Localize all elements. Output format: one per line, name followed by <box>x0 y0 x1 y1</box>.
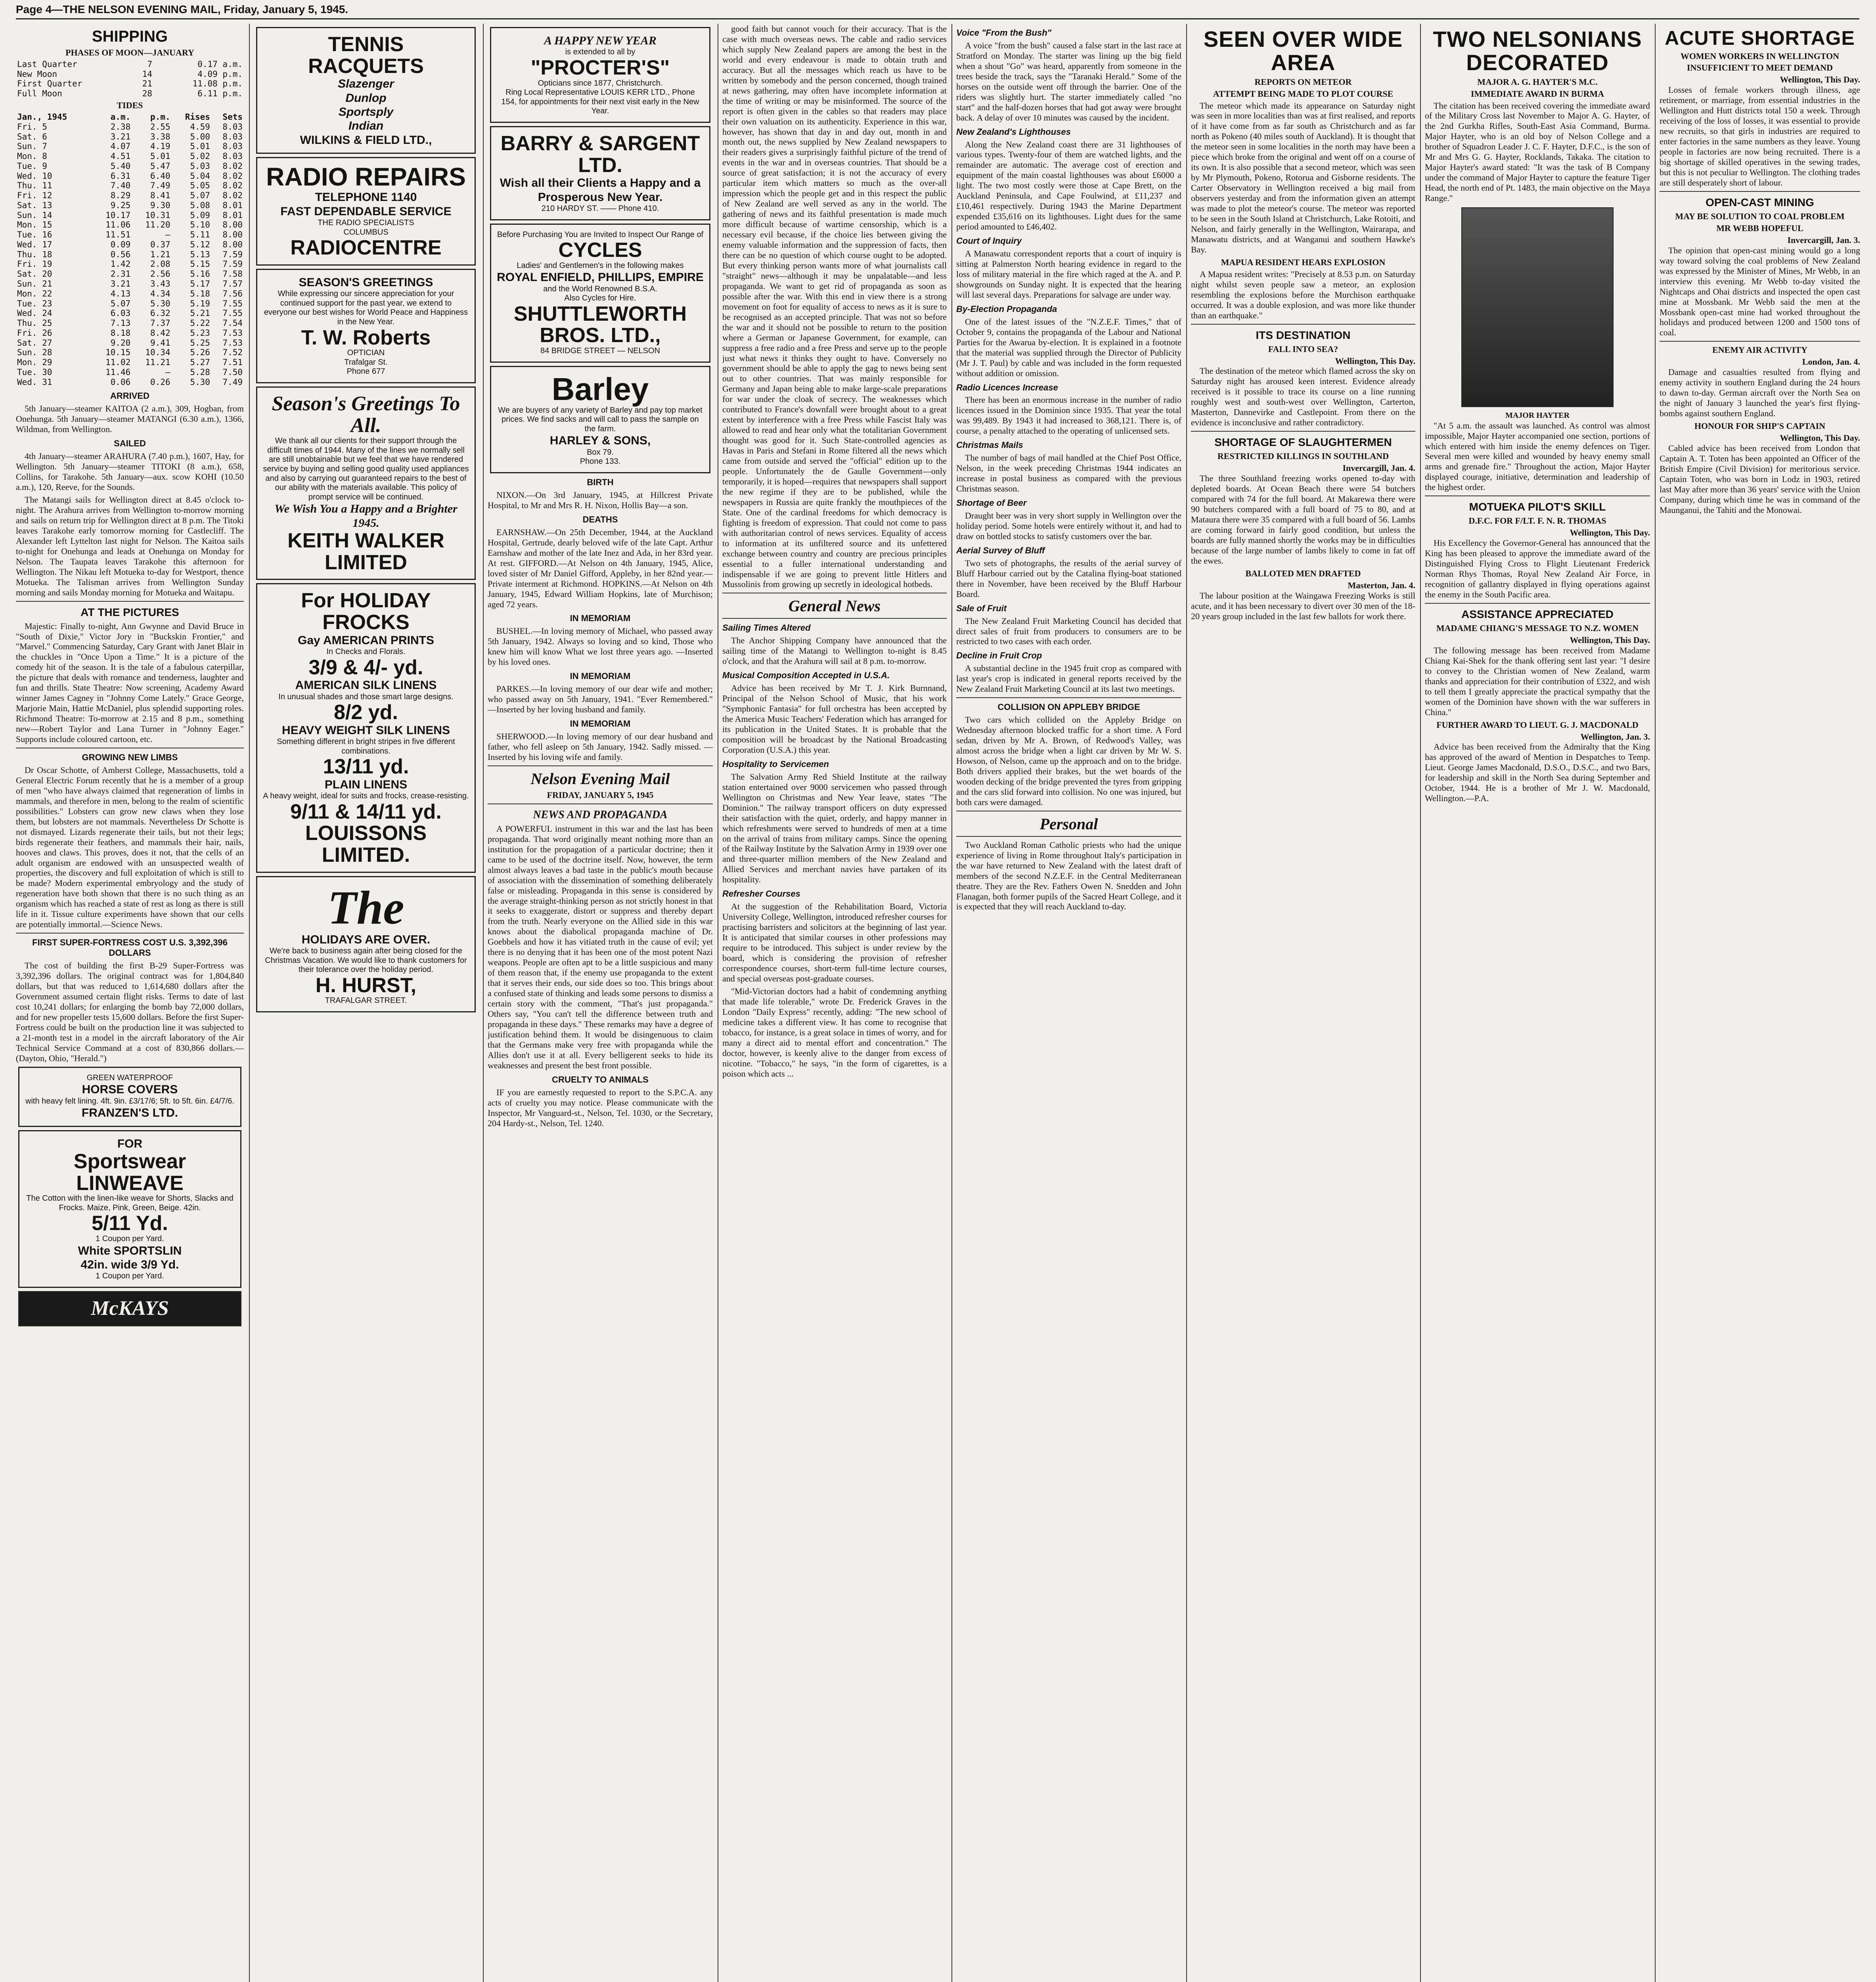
horse-covers-ad <box>18 1067 241 1127</box>
tide-row: Mon. 29 11.02 11.21 5.27 7.51 <box>17 358 243 367</box>
tide-row: Sun. 28 10.15 10.34 5.26 7.52 <box>17 348 243 358</box>
ad-line: BARRY & SARGENT LTD. <box>500 132 700 177</box>
pictures-heading: AT THE PICTURES <box>80 606 179 618</box>
ad-line: Sportswear LINWEAVE <box>73 1150 186 1195</box>
sailed-text: 4th January—steamer ARAHURA (7.40 p.m.), 1607, Hay, for Wellington. 5th January—steamer TITOKI (8 a.m.), 658, Collins, for Tarakohe. 5th January—aux. scow KOHI (10.50 a.m.), 120, Reeve, for the Sounds. <box>16 451 244 492</box>
ad-line: Indian <box>348 119 384 133</box>
ad-line: 210 HARDY ST. —— Phone 410. <box>541 204 659 213</box>
shortage-headline: ACUTE SHORTAGE <box>1665 27 1855 49</box>
ad-line: 5/11 Yd. <box>92 1212 168 1235</box>
ad-line: 1 Coupon per Yard. <box>96 1234 164 1243</box>
ad-line: 8/2 yd. <box>334 701 398 724</box>
barley-ad <box>490 366 710 473</box>
tide-row: Sat. 13 9.25 9.30 5.08 8.01 <box>17 200 243 210</box>
ad-line: Sportsply <box>338 105 394 119</box>
tide-row: Thu. 18 0.56 1.21 5.13 7.59 <box>17 249 243 259</box>
page-masthead: Page 4—THE NELSON EVENING MAIL, Friday, January 5, 1945. <box>16 3 1859 19</box>
cruelty-text: IF you are earnestly requested to report to the S.P.C.A. any acts of cruelty you may notice. Please communicate with the Inspector, Mr Vanguard-st., Nelson, Tel. 1030, or the Secretary, 204 Hardy-st., Nelson, Tel. 1240. <box>488 1087 713 1128</box>
tide-row: Thu. 11 7.40 7.49 5.05 8.02 <box>17 181 243 191</box>
tide-row: Tue. 16 11.51 — 5.11 8.00 <box>17 230 243 240</box>
ad-line: We are buyers of any variety of Barley and pay top market prices. We find sacks and will call to pass the sample on the farm. <box>498 406 703 433</box>
ad-line: TENNIS <box>328 33 404 56</box>
news-item-text: One of the latest issues of the "N.Z.E.F. Times," that of October 9, contains the propaganda of the Labour and National Parties for the Awarua by-election. It is explained in a footnote that the material was supplied through the Director of Publicity (Mr J. T. Paul) by cable and was included in the form requested without addition or omission. <box>956 316 1181 378</box>
decorated-headline: TWO NELSONIANS DECORATED <box>1433 27 1642 75</box>
ad-line: "PROCTER'S" <box>530 56 670 79</box>
ad-line: TELEPHONE 1140 <box>315 191 417 204</box>
news-item-heading: Court of Inquiry <box>956 236 1022 246</box>
assistance-text: The following message has been received from Madame Chiang Kai-Shek for the thank offering sent last year: "I desire to convey to the Christian women of New Zealand, warm thanks and appreciation for their contribution of £322, and wish to tell them I greatly appreciate the practical sympathy that the women of the Dominion have shown with the war sufferers in China." <box>1425 645 1650 717</box>
ad-line: Before Purchasing You are Invited to Inspect Our Range of <box>497 230 704 239</box>
ad-line: Phone 677 <box>346 367 385 376</box>
tide-row: Fri. 5 2.38 2.55 4.59 8.03 <box>17 122 243 132</box>
ad-line: HOLIDAYS ARE OVER. <box>301 933 431 946</box>
fortress-heading: FIRST SUPER-FORTRESS COST U.S. 3,392,396 DOLLARS <box>32 937 228 958</box>
ad-line: FOR <box>117 1137 143 1150</box>
tide-row: Fri. 26 8.18 8.42 5.23 7.53 <box>17 328 243 338</box>
ad-line: is extended to all by <box>565 48 636 57</box>
dateline: Wellington, This Day. <box>1780 75 1860 85</box>
moon-row: First Quarter 21 11.08 p.m. <box>17 79 243 89</box>
keith-walker-ad <box>256 386 476 580</box>
tide-row: Thu. 25 7.13 7.37 5.22 7.54 <box>17 318 243 328</box>
news-item-heading: Aerial Survey of Bluff <box>956 545 1045 555</box>
moon-table <box>16 59 244 99</box>
news-item-text: Draught beer was in very short supply in Wellington over the holiday period. Some hotels were entirely without it, and had to draw on bottled stocks to satisfy customers over the bar. <box>956 510 1181 541</box>
destination-subhead: FALL INTO SEA? <box>1268 344 1338 354</box>
opencast-text: The opinion that open-cast mining would go a long way toward solving the coal problems of New Zealand was expressed by the Minister of Mines, Mr Webb, in an interview this evening. Mr Webb to-day visited the Nightcaps and Ohai districts and inspected the open cast mine at Mossbank. Mr Webb said the men at the Mossbank open-cast mine had worked throughout the holidays and produced between 1200 and 1500 tons of coal. <box>1660 245 1860 338</box>
ad-line: Phone 133. <box>580 457 621 466</box>
hurst-ad <box>256 876 476 1012</box>
news-item-text: Along the New Zealand coast there are 31 lighthouses of various types. Twenty-four of them are watched lights, and the remainder are automatic. The average cost of erection and equipment of the main coastal lighthouses was about £6000 a light. The two most costly were those at Cape Brett, on the Auckland Peninsula, and Cape Foulwind, at £11,237 and £10,461 respectively. During 1943 the Marine Department expended £35,616 on its lighthouses. Light dues for the same period amounted to £46,402. <box>956 139 1181 232</box>
ad-line: Opticians since 1877, Christchurch. <box>538 78 663 88</box>
motueka-text: His Excellency the Governor-General has announced that the King has been pleased to approve the immediate award of the Distinguished Flying Cross to Flight Lieutenant Frederick Norman Rhys Thomas, Royal New Zealand Air Force, in recognition of gallantry displayed in flying operations against the enemy in the South Pacific area. <box>1425 538 1650 599</box>
news-item-text: A Manawatu correspondent reports that a court of inquiry is sitting at Palmerston North hearing evidence in regard to the loss of military material in the fire which raged at the A. and P. showgrounds on Sunday night. It is expected that the hearing will last several days. Preparations for salvage are under way. <box>956 249 1181 300</box>
shortage-subhead: WOMEN WORKERS IN WELLINGTON <box>1680 51 1840 61</box>
ad-line: with heavy felt lining. 4ft. 9in. £3/17/6; 5ft. to 5ft. 6in. £4/7/6. <box>25 1096 234 1106</box>
ad-line: 9/11 & 14/11 yd. <box>290 800 442 823</box>
procters-ad <box>490 27 710 123</box>
column-ads-left <box>254 24 478 1982</box>
memoriam-heading: IN MEMORIAM <box>570 613 631 624</box>
ad-line: PLAIN LINENS <box>324 778 408 791</box>
dateline: Wellington, This Day. <box>1570 635 1650 645</box>
tide-row: Sat. 6 3.21 3.38 5.00 8.03 <box>17 132 243 142</box>
news-item-heading: Musical Composition Accepted in U.S.A. <box>722 670 890 681</box>
column-rule <box>1655 24 1656 1982</box>
editorial-heading: NEWS AND PROPAGANDA <box>533 808 668 821</box>
memoriam-text: PARKES.—In loving memory of our dear wife and mother; who passed away on 5th January, 1941. "Ever Remembered." —Inserted by her loving husband and family. <box>488 684 713 715</box>
ad-line: The <box>327 881 404 934</box>
editorial-text: A POWERFUL instrument in this war and the last has been propaganda. That word originally meant nothing more than an institution for the propagation of a particular doctrine; then it came to be used of the doctrine itself. Now, however, the term almost always leaves a bad taste in the public's mouth because of association with the dissemination of something deliberately false or misleading. Propaganda in this sense is considered by the average straight-thinking person as not strictly honest in that it seeks to exaggerate, distort or suppress and thereby depart from the truth. Nearly everyone on the Allied side in this war knows about the diabolical propaganda machine of Dr. Goebbels and how it has vitiated truth in the cause of evil; yet there is no denying that it has been one of the most potent Nazi weapons. People are often apt to be a little suspicious and many of them reason that, if the enemy use propaganda to the extent that it serves their ends, our side does so too. This brings about a confused state of thinking and leads some persons to dismiss a certain story with the comment, "That's just propaganda." Others say, "You can't tell the difference between truth and propaganda in these days." These remarks may have a degree of justification behind them. It would be disingenuous to claim that the Germans make very free with propaganda while the Allies don't use it at all. Every belligerent seeks to hide its weaknesses and present the best front possible. <box>488 823 713 1070</box>
moon-row: New Moon 14 4.09 p.m. <box>17 69 243 79</box>
meteor-subhead: ATTEMPT BEING MADE TO PLOT COURSE <box>1213 88 1394 99</box>
column-meteor <box>1191 24 1415 1982</box>
ad-line: THE RADIO SPECIALISTS <box>318 218 414 228</box>
opencast-heading: OPEN-CAST MINING <box>1706 196 1814 209</box>
fortress-text: The cost of building the first B-29 Super-Fortress was 3,392,396 dollars. The original contract was for 1,804,840 dollars, but that was reduced to 1,614,680 dollars after the Government assumed certain flight risks. Terms to date of last cost 10,241 dollars; for enlarging the bomb bay 72,000 dollars, and for new propeller tests 15,600 dollars. Before the first Super-Fortress could be built on the production line it was subjected to a 21-month test in a model in the aircraft laboratory of the Air Technical Service Command at a cost of 830,866 dollars.—(Dayton, Ohio, "Herald.") <box>16 960 244 1063</box>
birth-text: NIXON.—On 3rd January, 1945, at Hillcrest Private Hospital, to Mr and Mrs R. H. Nixon, Hollis Bay—a son. <box>488 490 713 510</box>
news-item-text: The number of bags of mail handled at the Chief Post Office, Nelson, in the week preceding Christmas 1944 indicates an increase in postal business as compared with the previous Christmas season. <box>956 453 1181 494</box>
ad-line: HEAVY WEIGHT SILK LINENS <box>282 723 450 737</box>
tide-row: Sat. 27 9.20 9.41 5.25 7.53 <box>17 338 243 348</box>
ad-line: 42in. wide 3/9 Yd. <box>80 1258 179 1271</box>
ad-line: WILKINS & FIELD LTD., <box>300 133 432 147</box>
ad-line: 84 BRIDGE STREET — NELSON <box>540 346 660 356</box>
moon-heading: PHASES OF MOON—JANUARY <box>65 48 194 57</box>
news-item-text: There has been an enormous increase in the number of radio licences issued in the Dominion since 1935. That year the total was 99,489. By 1943 it had increased to 368,121. There is, of course, a penalty attached to the operating of unlicensed sets. <box>956 395 1181 436</box>
decorated-subhead: MAJOR A. G. HAYTER'S M.C. <box>1477 77 1598 87</box>
news-item-heading: Sailing Times Altered <box>722 623 811 633</box>
ad-line: FRANZEN'S LTD. <box>81 1106 178 1120</box>
ad-line: FAST DEPENDABLE SERVICE <box>280 205 452 218</box>
ad-line: Ring Local Representative LOUIS KERR LTD., Phone 154, for appointments for their next visit early in the New Year. <box>501 88 699 116</box>
meteor-subhead: REPORTS ON METEOR <box>1254 77 1352 87</box>
shortage-text: Losses of female workers through illness, age retirement, or marriage, from essential industries in the Wellington and Hutt districts total 150 a week. Through receiving of the loss of losses, it was essential to provide new recruits, so that girls in industries are required to enter factories in the same numbers as they leave. Young people in factories are now being recruited. There is a big shortage of skilled operatives in the sewing trades, but this is not peculiar to Wellington. The clothing trades are still desperately short of labour. <box>1660 85 1860 187</box>
nameplate: Nelson Evening Mail <box>530 769 670 788</box>
ad-line: Ladies' and Gentlemen's in the following makes <box>517 261 684 270</box>
mckays-logo: McKAYS <box>91 1297 169 1320</box>
mckays-ad <box>18 1291 241 1326</box>
ad-line: We Wish You a Happy and a Brighter 1945. <box>274 502 458 530</box>
ad-line: 1 Coupon per Yard. <box>96 1272 164 1281</box>
news-item-heading: Refresher Courses <box>722 889 800 899</box>
ad-line: In Checks and Florals. <box>326 647 406 656</box>
column-notices <box>488 24 713 1982</box>
motueka-subhead: D.F.C. FOR F/LT. F. N. R. THOMAS <box>1468 516 1606 526</box>
tide-row: Wed. 10 6.31 6.40 5.04 8.02 <box>17 171 243 181</box>
opencast-subhead: MAY BE SOLUTION TO COAL PROBLEM <box>1675 211 1845 221</box>
ad-line: ROYAL ENFIELD, PHILLIPS, EMPIRE <box>497 271 704 284</box>
enemy-air-text: Damage and casualties resulted from flying and enemy activity in southern England during the 24 hours to dawn to-day. German aircraft over the North Sea on the night of January 3 launched the year's first flying-bombs against southern England. <box>1660 367 1860 419</box>
ad-line: LOUISSONS LIMITED. <box>305 822 427 867</box>
sailed-heading: SAILED <box>114 438 146 449</box>
moon-row: Full Moon 28 6.11 p.m. <box>17 89 243 99</box>
column-shortage <box>1660 24 1860 1982</box>
dateline: Masterton, Jan. 4. <box>1348 580 1415 590</box>
ad-line: We're back to business again after being closed for the Christmas Vacation. We would like to thank customers for their tolerance over the holiday period. <box>265 947 467 974</box>
ad-line: The Cotton with the linen-like weave for Shorts, Slacks and Frocks. Maize, Pink, Green, Beige. 42in. <box>26 1194 234 1212</box>
news-item-heading: Voice "From the Bush" <box>956 28 1052 38</box>
ad-line: A heavy weight, ideal for suits and frocks, crease-resisting. <box>263 792 469 801</box>
news-item-heading: Radio Licences Increase <box>956 382 1058 392</box>
personal-heading: Personal <box>1039 815 1098 833</box>
tide-row: Sun. 7 4.07 4.19 5.01 8.03 <box>17 142 243 151</box>
news-item-heading: Christmas Mails <box>956 440 1023 450</box>
collision-text: Two cars which collided on the Appleby Bridge on Wednesday afternoon blocked traffic for a short time. A Ford sedan, driven by Mr A. Brown, of Redwood's Valley, was almost across the bridge when a light car driven by Mr W. S. Howson, of Nelson, came up the approach and on to the bridge. Both drivers applied their brakes, but the wet boards of the wooden decking of the bridge prevented the tyres from gripping and the cars slid forward into collision. No one was injured, but both cars were damaged. <box>956 715 1181 807</box>
ad-line: TRAFALGAR STREET. <box>325 996 407 1005</box>
news-item-text: The New Zealand Fruit Marketing Council has decided that direct sales of fruit from producers to consumers are to be restricted to two cases with each order. <box>956 616 1181 647</box>
news-item-text: At the suggestion of the Rehabilitation Board, Victoria University College, Wellington, introduced refresher courses for practising barristers and solicitors at the beginning of last year. It is anticipated that similar courses in other professions may require to be introduced. This subject is under review by the board, which is considering the provision of refresher correspondence courses, short-term full-time lecture courses, and special overseas post-graduate courses. <box>722 901 947 983</box>
ad-line: Also Cycles for Hire. <box>564 294 636 303</box>
ad-line: GREEN WATERPROOF <box>86 1073 173 1082</box>
column-rule <box>951 24 952 1982</box>
news-item-heading: Sale of Fruit <box>956 603 1007 613</box>
arrived-text: 5th January—steamer KAITOA (2 a.m.), 309, Hogban, from Onehunga. 5th January—steamer MATANGI (6.30 a.m.), 1366, Wildman, from Wellington. <box>16 404 244 434</box>
ad-line: A HAPPY NEW YEAR <box>544 34 657 47</box>
enemy-air-heading: ENEMY AIR ACTIVITY <box>1712 345 1807 355</box>
dateline: Invercargill, Jan. 4. <box>1342 463 1415 473</box>
ad-line: Dunlop <box>345 91 387 105</box>
ad-line: In unusual shades and those smart large designs. <box>278 692 454 701</box>
memoriam-heading: IN MEMORIAM <box>570 671 631 681</box>
tide-row: Fri. 12 8.29 8.41 5.07 8.02 <box>17 191 243 201</box>
balloted-text: The labour position at the Waingawa Freezing Works is still acute, and it has been necessary to divert over 30 men of the 18-20 years group included in the last few ballots for work there. <box>1191 590 1415 621</box>
tide-row: Wed. 17 0.09 0.37 5.12 8.00 <box>17 239 243 249</box>
shipping-notes: The Matangi sails for Wellington direct at 8.45 o'clock to-night. The Arahura arrives from Wellington to-morrow morning and sails on return trip for Wellington direct at 8 p.m. The Titoki leaves Tarakohe early tomorrow morning for Castlecliff. The Alexander left Lyttelton last night for Nelson. The Kaitoa sails to-night for Onehunga and leads at Onehunga on Monday for Nelson. The Taupata leaves Tarakohe this afternoon for Wellington. The Nikau left Motueka to-day for Westport, thence Motueka. The Talisman arrives from Wellington Sunday morning and sails Monday morning for Motueka and Waitapu. <box>16 494 244 597</box>
news-item-text: A substantial decline in the 1945 fruit crop as compared with last year's crop is indicated in general reports received by the New Zealand Fruit Marketing Council at its last two meetings. <box>956 663 1181 694</box>
column-rule <box>483 24 484 1982</box>
tide-row: Tue. 30 11.46 — 5.28 7.50 <box>17 367 243 377</box>
ad-line: While expressing our sincere appreciation for your continued support for the past year, we extend to everyone our best wishes for World Peace and Happiness in the New Year. <box>264 289 468 327</box>
destination-heading: ITS DESTINATION <box>1256 329 1351 341</box>
ad-line: 13/11 yd. <box>323 755 409 779</box>
tide-row: Sat. 20 2.31 2.56 5.16 7.58 <box>17 269 243 279</box>
birth-heading: BIRTH <box>587 477 614 488</box>
ad-line: RACQUETS <box>308 54 424 78</box>
tide-row: Sun. 21 3.21 3.43 5.17 7.57 <box>17 279 243 289</box>
memoriam-text: SHERWOOD.—In loving memory of our dear husband and father, who fell asleep on 5th January, 1942. Sadly missed. —Inserted by his loving wife and family. <box>488 731 713 762</box>
ad-line: For HOLIDAY FROCKS <box>301 589 431 634</box>
honour-heading: HONOUR FOR SHIP'S CAPTAIN <box>1694 421 1826 431</box>
mapua-subhead: MAPUA RESIDENT HEARS EXPLOSION <box>1221 257 1386 267</box>
ad-line: Something different in bright stripes in five different combinations. <box>277 737 455 756</box>
ad-line: HORSE COVERS <box>82 1083 178 1096</box>
slaughtermen-text: The three Southland freezing works opened to-day with depleted boards. At Ocean Beach there were 54 butchers compared with 74 for the full board. At Makarewa there were 90 butchers compared with a full board of 75 to 80, and at Mataura there were 35 compared with a full board of 56. Lambs are coming forward in fairly good condition, but unless the boards are fully manned shortly the works may be in difficulties because of the large number of lambs likely to come in fat off the ewes. <box>1191 473 1415 566</box>
news-item-heading: Decline in Fruit Crop <box>956 650 1042 661</box>
hayter-text-2: "At 5 a.m. the assault was launched. As control was almost impossible, Major Hayter accompanied one section, portions of which entered with him inside the enemy defences on Tiger. Several men were killed and wounded by heavy enemy small arms and grenade fire." Throughout the action, Major Hayter displayed courage, initiative, determination and leadership of the highest order. <box>1425 420 1650 492</box>
ad-line: White SPORTSLIN <box>78 1244 182 1257</box>
moon-row: Last Quarter 7 0.17 a.m. <box>17 59 243 69</box>
column-general-news <box>956 24 1181 1982</box>
shortage-subhead: INSUFFICIENT TO MEET DEMAND <box>1686 63 1833 73</box>
assistance-subhead: MADAME CHIANG'S MESSAGE TO N.Z. WOMEN <box>1436 623 1639 633</box>
hayter-text: The citation has been received covering the immediate award of the Military Cross last November to Major A. G. Hayter, of the 2nd Gurkha Rifles, South-East Asia Command, Burma. Major Hayter, who is an old boy of Nelson College and a brother of Squadron Leader J. C. F. Hayter, D.F.C., is the son of Mr and Mrs G. G. Hayter, Rocklands, Takaka. The citation to Major Hayter's award stated: "It was the task of B Company under the command of Major Hayter to capture the feature Tiger Head, the north end of Pt. 1483, the main objective on the Maya Range." <box>1425 100 1650 203</box>
ad-line: OPTICIAN <box>347 348 385 358</box>
tide-row: Tue. 9 5.40 5.47 5.03 8.02 <box>17 161 243 171</box>
column-shipping <box>16 24 244 1982</box>
news-item-heading: Shortage of Beer <box>956 498 1027 508</box>
slaughtermen-heading: SHORTAGE OF SLAUGHTERMEN <box>1214 436 1392 449</box>
slaughtermen-subhead: RESTRICTED KILLINGS IN SOUTHLAND <box>1217 451 1389 461</box>
pictures-text: Majestic: Finally to-night, Ann Gwynne and David Bruce in "South of Dixie," Victor Jory in "Buckskin Frontier," and "Marvel." Commencing Saturday, Cary Grant with Janet Blair in the chuckles in "Once Upon a Time." It is a picture of the comedy hit of the season. It is the tale of a fabulous caterpillar, the picture that deals with romance and tenderness, laughter and fun and thrills. State Theatre: Now screening, Academy Award winner James Cagney in "Johnny Come Lately." Grace George, Marjorie Main, Hattie McDaniel, plus splendid supporting roles. Richmond Theatre: To-morrow at 2.15 and 8 p.m., something new—Robert Taylor and Lana Turner in "Johnny Eager." Supports include coloured cartoon, etc. <box>16 621 244 744</box>
arrived-heading: ARRIVED <box>110 391 149 401</box>
ad-line: RADIOCENTRE <box>290 236 442 260</box>
ad-line: Season's Greetings To All. <box>272 392 460 437</box>
deaths-heading: DEATHS <box>582 514 618 524</box>
ad-line: HARLEY & SONS, <box>549 434 651 448</box>
tides-heading: TIDES <box>117 100 143 111</box>
ad-line: SEASON'S GREETINGS <box>299 275 433 289</box>
collision-heading: COLLISION ON APPLEBY BRIDGE <box>997 702 1140 712</box>
motueka-heading: MOTUEKA PILOT'S SKILL <box>1469 501 1606 513</box>
personal-text: Two Auckland Roman Catholic priests who had the unique experience of living in Rome throughout Italy's participation in the war have returned to New Zealand with the latest draft of members of the second N.Z.E.F. in the Central Mediterranean theatre. They are the Rev. Fathers Owen N. Snedden and John Flanagan, both former pupils of the Sacred Heart College, and it is expected that they will reach Auckland to-day. <box>956 840 1181 912</box>
news-item-heading: Hospitality to Servicemen <box>722 759 829 769</box>
column-rule <box>1420 24 1421 1982</box>
limbs-text: Dr Oscar Schotte, of Amherst College, Massachusetts, told a General Electric Forum recently that he is a member of a group of men "who have always claimed that regeneration of limbs in mammals, and therefore in men, belong to the realm of scientific possibilities." Lobsters can grow new claws when they lose them, but lobsters are not mammals. Nevertheless Dr Schotte is not dismayed. Lizards regenerate their tails, but not their legs; birds regenerate their feathers, and mammals their hair, nails, hooves and claws. This proves, does it not, that the cells of an adult organism are endowed with an unsuspected wealth of properties, the discovery and full exploitation of which is still to be made? Modern experimental embryology and the study of regeneration have both shown that there is no such thing as an organism which has reached a state of rest as long as there is still life in it. Tissue culture experiments have shown that our cells are potentially immortal.—Science News. <box>16 765 244 930</box>
opencast-subhead: MR WEBB HOPEFUL <box>1716 223 1803 233</box>
cruelty-heading: CRUELTY TO ANIMALS <box>552 1074 649 1085</box>
tide-row: Wed. 24 6.03 6.32 5.21 7.55 <box>17 308 243 318</box>
decorated-subhead: IMMEDIATE AWARD IN BURMA <box>1470 88 1604 99</box>
shipping-heading: SHIPPING <box>92 28 168 45</box>
editorial-date: FRIDAY, JANUARY 5, 1945 <box>547 790 654 800</box>
news-item-text: Advice has been received by Mr T. J. Kirk Burnnand, Principal of the Nelson School of Music, that his work "Symphonic Fantasia" for full orchestra has been accepted by the America Music Teachers' Federation which has arranged for its publication in the United States. It is probable that the composition will be broadcast by the National Broadcasting Corporation (U.S.A.) this year. <box>722 683 947 755</box>
editorial-continued: good faith but cannot vouch for their accuracy. That is the case with much overseas news. The cable and radio services which supply New Zealand papers are among the best in the world and every endeavour is made to obtain truth and accuracy. But all the messages which reach us have to be written by somebody and the person concerned, though trained at news gathering, may often have incomplete information at the time of writing or may be misinformed. The source of the report is often given in the cables so that readers may place their own valuation on its authenticity. Experience in this war, however, has shown that day in and day out, month in and month out, the news supplied by New Zealand newspapers to their readers gives a surprisingly faithful picture of the trend of events in the war and in overseas countries. That should be a source of great satisfaction; it is not the accuracy of every particular item which matters so much as the over-all impression which the people get and in this respect the public of New Zealand are well served as any in the world. The gathering of news and its faithful presentation is made much more difficult because of wartime censorship, which is a necessary evil because, if the choice lies between giving the enemy valuable information and the suppression of facts, then there can be no question of which course ought to be adopted. But every thinking person wants more of what journalists call "straight" news—although it may be unpalatable—and less propaganda. We want to get rid of propaganda as soon as possible after the war. With this end in view there is a strong movement on foot for equality of access to news as it is sure to be recognised as an accepted principle. That was not so before the war and it should not be possible to return to the position where a German or Japanese Government, for example, can suppress a free radio and a free Press and serve up to the people just what news it thinks they ought to have. Conversely no government should be able to apply the gag to news being sent out to other countries. That was mainly responsible for Germany and Japan being able to make large-scale preparations for war under the cloak of secrecy. The weaknesses which contributed to France's downfall were brought about to a great extent by interference with a free Press while Fascist Italy was allowed to read and hear only what the totalitarian Government thought was good for it. Such State-controlled agencies as Havas in Paris and Stefani in Rome filtered all the news which came from outside and served the "official" edition up to the people. Unfortunately the de Gaulle Government—only temporarily, it is hoped—requires that newspapers shall support the new regime if they are to be published, while the newspapers in Russia are quite frankly the mouthpieces of the State. One of the cardinal freedoms for which democracy is fighting is freedom of expression. That could not come to pass with authoritarian control of news services. Equality of access to information at its unfiltered source and its unfettered exchange between country and country are precious principles essential to a fuller international understanding and indispensable if we are going to prevent little Hitlers and Mussolinis from growing up secretly in ideological hotbeds. <box>722 24 947 589</box>
tennis-ad <box>256 27 476 154</box>
cycles-ad <box>490 224 710 363</box>
louissons-ad <box>256 583 476 872</box>
radio-repairs-ad <box>256 157 476 266</box>
tide-row: Mon. 8 4.51 5.01 5.02 8.03 <box>17 151 243 161</box>
ad-line: CYCLES <box>558 239 642 262</box>
dateline: London, Jan. 4. <box>1802 357 1860 367</box>
column-decorations <box>1425 24 1650 1982</box>
ad-line: H. HURST, <box>315 974 417 997</box>
tide-row: Mon. 22 4.13 4.34 5.18 7.56 <box>17 289 243 298</box>
ad-line: Barley <box>551 371 649 407</box>
meteor-text: The meteor which made its appearance on Saturday night was seen in more localities than was at first realised, and reports of it have come from as far south as Christchurch and as far north as Pokeno (40 miles south of Auckland). It is thought that the meteor seen in some localities in the north may have been a piece which broke from the original and went off on a course of its own. It is also possible that a second meteor, which was seen by Mr Plymouth, Pokeno, Rotorua and Gisborne residents. The Carter Observatory in Wellington received a big mail from observers yesterday and from the information given an attempt was made to plot the meteor's course. The meteor was reported to be seen in the South Island at Christchurch, Lake Rotoiti, and Nelson, and fairly generally in the Wellington, Wairarapa, and Manawatu districts, and at Wanganui and southern Hawke's Bay. <box>1191 100 1415 254</box>
tide-row: Fri. 19 1.42 2.08 5.15 7.59 <box>17 259 243 269</box>
tide-row: Sun. 14 10.17 10.31 5.09 8.01 <box>17 210 243 220</box>
ad-line: T. W. Roberts <box>301 326 431 349</box>
news-item-heading: New Zealand's Lighthouses <box>956 126 1071 137</box>
column-rule <box>249 24 250 1982</box>
mapua-text: A Mapua resident writes: "Precisely at 8.53 p.m. on Saturday night whilst seven people saw a meteor, an explosion resembling the explosions before the Murchison earthquake occurred. It was a double explosion, and was more like thunder than an earthquake." <box>1191 269 1415 320</box>
dateline: Invercargill, Jan. 3. <box>1787 235 1860 245</box>
news-item-text: "Mid-Victorian doctors had a habit of condemning anything that made life tolerable," wrote Dr. Frederick Graves in the London "Daily Express" recently, adding: "The new school of medicine takes a different view. It has come to recognise that tobacco, for instance, is a great solace in times of worry, and for many a direct aid to mental effort and concentration." The doctor, however, is keenly alive to the danger from excess of nicotine. "Tobacco," he says, "in the form of cigarettes, is a poison which acts ... <box>722 986 947 1079</box>
ad-line: Slazenger <box>338 77 394 91</box>
balloted-subhead: BALLOTED MEN DRAFTED <box>1245 568 1361 578</box>
dateline: Wellington, Jan. 3. <box>1580 731 1650 742</box>
assistance-heading: ASSISTANCE APPRECIATED <box>1461 608 1614 620</box>
ad-line: COLUMBUS <box>343 228 389 237</box>
ad-line: KEITH WALKER LIMITED <box>287 529 444 574</box>
news-item-text: Two sets of photographs, the results of the aerial survey of Bluff Harbour carried out by the Catalina flying-boat stationed there in November, have been received by the Bluff Harbour Board. <box>956 558 1181 599</box>
linweave-ad <box>18 1130 241 1288</box>
dateline: Wellington, This Day. <box>1570 528 1650 538</box>
ad-line: Wish all their Clients a Happy and a Prosperous New Year. <box>500 176 701 204</box>
photo-caption: MAJOR HAYTER <box>1505 411 1570 420</box>
tide-row: Mon. 15 11.06 11.20 5.10 8.00 <box>17 220 243 230</box>
ad-line: Box 79. <box>587 448 614 457</box>
news-item-text: A voice "from the bush" caused a false start in the last race at Stratford on Monday. The starter was lining up the big field when a shout "Go" was heard, apparently from someone in the trees beside the track, says the "Taranaki Herald." Some of the horses on the outside went off through the barrier. One of the riders was slightly hurt. The starter immediately called "no start" and the half-dozen horses that had got away were brought back. A delay of over 10 minutes was caused by the incident. <box>956 40 1181 122</box>
tide-row: Tue. 23 5.07 5.30 5.19 7.55 <box>17 298 243 308</box>
news-item-heading: By-Election Propaganda <box>956 304 1057 314</box>
ad-line: Trafalgar St. <box>344 358 388 367</box>
meteor-headline: SEEN OVER WIDE AREA <box>1203 27 1403 75</box>
deaths-text: EARNSHAW.—On 25th December, 1944, at the Auckland Hospital, Gertrude, dearly beloved wife of the late Capt. Arthur Earnshaw and mother of the late Inez and Ada, in her 83rd year. At rest. GIFFORD.—At Nelson on 4th January, 1945, Alice, loved sister of Mr Daniel Gifford, Appleby, in her 82nd year.—Private interment at Richmond. HOPKINS.—At Nelson on 4th January, 1945, Edward William Hopkins, late of Murchison; aged 72 years. <box>488 527 713 609</box>
major-hayter-photo <box>1461 207 1614 407</box>
ad-line: RADIO REPAIRS <box>266 163 466 191</box>
memoriam-heading: IN MEMORIAM <box>570 719 631 729</box>
further-award-text: Advice has been received from the Admiralty that the King has approved of the award of Mention in Despatches to Temp. Lieut. George James Macdonald, D.S.O., D.S.C., and two Bars, for leadership and skill in the North Sea during September and October, 1944. He is a brother of Mr J. W. Macdonald, Wellington.—P.A. <box>1425 742 1650 804</box>
honour-text: Cabled advice has been received from London that Captain A. T. Toten has been appointed an Officer of the British Empire (Civil Division) for meritorious service. Captain Toten, who was born in Lodz in 1903, retired last May after more than 36 years' service with the Union Company, during which time he was in command of the Maunganui, the Tahiti and the Monowai. <box>1660 443 1860 515</box>
column-rule <box>1186 24 1187 1982</box>
barry-sargent-ad <box>490 126 710 220</box>
dateline: Wellington, This Day. <box>1335 356 1415 366</box>
limbs-heading: GROWING NEW LIMBS <box>82 752 178 762</box>
ad-line: Gay AMERICAN PRINTS <box>298 633 434 647</box>
column-editorial-cont <box>722 24 947 1982</box>
further-award-subhead: FURTHER AWARD TO LIEUT. G. J. MACDONALD <box>1436 719 1639 730</box>
ad-line: SHUTTLEWORTH BROS. LTD., <box>513 302 687 347</box>
dateline: Wellington, This Day. <box>1780 432 1860 443</box>
ad-line: 3/9 & 4/- yd. <box>308 656 423 679</box>
tide-row: Wed. 31 0.06 0.26 5.30 7.49 <box>17 377 243 387</box>
general-news-heading: General News <box>788 597 881 615</box>
news-item-text: The Anchor Shipping Company have announced that the sailing time of the Matangi to Wellington to-night is 8.45 o'clock, and that the Arahura will sail at 8 p.m. to-morrow. <box>722 635 947 666</box>
ad-line: We thank all our clients for their support through the difficult times of 1944. Many of the lines we normally sell are still unobtainable but we feel that we have rendered service by buying and selling good quality used appliances and also by carrying out guaranteed repairs to the best of our ability with the materials available. This policy of prompt service will be continued. <box>263 436 469 501</box>
ad-line: and the World Renowned B.S.A. <box>543 284 657 293</box>
destination-text: The destination of the meteor which flamed across the sky on Saturday night has aroused keen interest. Evidence already received is it possible to trace its course on a line running roughly west and south-west over Wellington, Carterton, Masterton, Dannevirke and Castlepoint. From there on the evidence is inconclusive and rather contradictory. <box>1191 366 1415 428</box>
ad-line: AMERICAN SILK LINENS <box>295 679 437 692</box>
tides-table: Jan., 1945 a.m. p.m. Rises Sets Fri. 5 2.38 2.55 4.59 8.03 Sat. 6 3.21 3.38 5.00 8.03 Sun. 7 4.07 4.19 5.01 8.03 Mon. 8 4.51 5.01 5.02 8.03 Tue. 9 5.40 5.47 5.03 8.02 Wed. 10 6.31 6.40 5.04 8.02 Thu. 11 7.40 7.49 5.05 8.02 Fri. 12 8.29 8.41 5.07 8.02 Sat. 13 9.25 9.30 5.08 8.01 Sun. 14 10.17 10.31 5.09 8.01 Mon. 15 11.06 11.20 5.10 8.00 Tue. 16 11.51 — 5.11 8.00 Wed. 17 0.09 0.37 5.12 8.00 Thu. 18 0.56 1.21 5.13 7.59 Fri. 19 1.42 2.08 5.15 7.59 Sat. 20 2.31 2.56 5.16 7.58 Sun. 21 3.21 3.43 5.17 7.57 Mon. 22 4.13 4.34 5.18 7.56 Tue. 23 5.07 5.30 5.19 7.55 Wed. 24 6.03 6.32 5.21 7.55 Thu. 25 7.13 7.37 5.22 7.54 Fri. 26 8.18 8.42 5.23 7.53 Sat. 27 9.20 9.41 5.25 7.53 Sun. 28 10.15 10.34 5.26 7.52 Mon. 29 11.02 11.21 5.27 7.51 Tue. 30 11.46 — 5.28 7.50 Wed. 31 0.06 0.26 5.30 7.49 <box>16 112 244 387</box>
news-item-text: The Salvation Army Red Shield Institute at the railway station entertained over 9000 servicemen who passed through Wellington on Christmas and New Year leave, states "The Dominion." The railway transport officers on duty expressed their satisfaction with the quiet, orderly, and happy manner in which refreshments were served to hundreds of men at a time on the arrival of trains from military camps. Since the opening of the Railway Institute by the Salvation Army in 1939 over one and three-quarter million members of the New Zealand and Allied Services and merchant navies have partaken of its hospitality. <box>722 771 947 885</box>
roberts-ad <box>256 269 476 383</box>
memoriam-text: BUSHEL.—In loving memory of Michael, who passed away 5th January, 1942. Always so loving and so kind, Those who knew him will know What we lost three years ago. —Inserted by his loved ones. <box>488 626 713 667</box>
